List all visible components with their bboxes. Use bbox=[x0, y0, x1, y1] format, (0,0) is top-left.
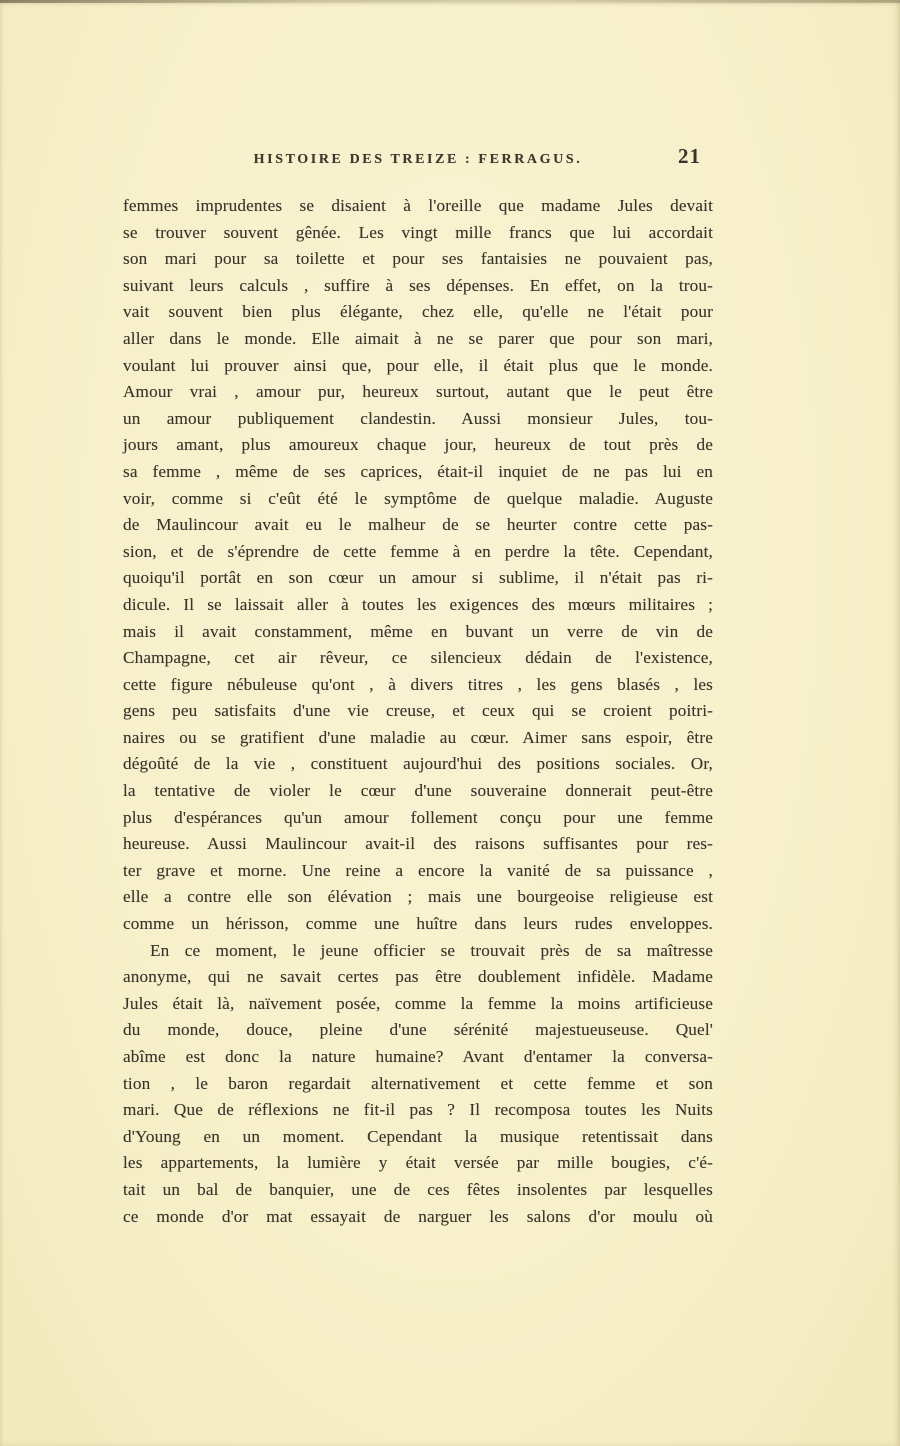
text-line: dicule. Il se laissait aller à toutes les exigences des mœurs militaires ; bbox=[123, 594, 713, 614]
text-line: de Maulincour avait eu le malheur de se heurter contre cette pas- bbox=[123, 515, 713, 535]
text-line: heureuse. Aussi Maulincour avait-il des raisons suffisantes pour res- bbox=[123, 834, 713, 854]
text-line: voir, comme si c'eût été le symptôme de quelque maladie. Auguste bbox=[123, 488, 713, 508]
text-line: du monde, douce, pleine d'une sérénité majestueuseuse. Quel' bbox=[123, 1020, 713, 1040]
text-line: ce monde d'or mat essayait de narguer les salons d'or moulu où bbox=[123, 1206, 713, 1226]
text-line: abîme est donc la nature humaine? Avant d'entamer la conversa- bbox=[123, 1047, 713, 1066]
text-line: jours amant, plus amoureux chaque jour, heureux de tout près de bbox=[123, 435, 713, 455]
text-line: naires ou se gratifient d'une maladie au cœur. Aimer sans espoir, être bbox=[123, 727, 713, 747]
text-line: dégoûté de la vie , constituent aujourd'hui des positions sociales. Or, bbox=[123, 754, 713, 774]
text-line: elle a contre elle son élévation ; mais une bourgeoise religieuse est bbox=[123, 887, 713, 907]
text-line: son mari pour sa toilette et pour ses fantaisies ne pouvaient pas, bbox=[123, 249, 713, 269]
text-line: les appartements, la lumière y était versée par mille bougies, c'é- bbox=[123, 1153, 713, 1173]
text-line: la tentative de violer le cœur d'une souveraine donnerait peut-être bbox=[123, 781, 713, 801]
text-line: ter grave et morne. Une reine a encore la vanité de sa puissance , bbox=[123, 860, 713, 880]
text-line: mari. Que de réflexions ne fit-il pas ? Il recomposa toutes les Nuits bbox=[123, 1100, 713, 1120]
text-line: sion, et de s'éprendre de cette femme à en perdre la tête. Cependant, bbox=[123, 541, 713, 561]
page-header bbox=[123, 144, 713, 168]
text-line: plus d'espérances qu'un amour follement conçu pour une femme bbox=[123, 807, 713, 827]
text-line: mais il avait constamment, même en buvant un verre de vin de bbox=[123, 621, 713, 641]
text-line: Amour vrai , amour pur, heureux surtout, autant que le peut être bbox=[123, 382, 713, 402]
text-line: un amour publiquement clandestin. Aussi monsieur Jules, tou- bbox=[123, 408, 713, 428]
text-line: se trouver souvent gênée. Les vingt mille francs que lui accordait bbox=[123, 222, 713, 242]
text-line: vait souvent bien plus élégante, chez elle, qu'elle ne l'était pour bbox=[123, 302, 713, 322]
text-line: femmes imprudentes se disaient à l'oreille que madame Jules devait bbox=[123, 196, 713, 215]
text-line: cette figure nébuleuse qu'ont , à divers titres , les gens blasés , les bbox=[123, 674, 713, 694]
text-line: En ce moment, le jeune officier se trouvait près de sa maîtresse bbox=[150, 940, 713, 960]
text-line: voulant lui prouver ainsi que, pour elle, il était plus que le monde. bbox=[123, 355, 713, 375]
running-title: HISTOIRE DES TREIZE : FERRAGUS. bbox=[253, 152, 583, 167]
scan-edge-artifact bbox=[0, 0, 900, 3]
body-text bbox=[123, 193, 713, 1230]
text-line: Jules était là, naïvement posée, comme la femme la moins artificieuse bbox=[123, 993, 713, 1013]
text-line: suivant leurs calculs , suffire à ses dépenses. En effet, on la trou- bbox=[123, 275, 713, 295]
text-line: tion , le baron regardait alternativement et cette femme et son bbox=[123, 1073, 713, 1093]
text-line: quoiqu'il portât en son cœur un amour si sublime, il n'était pas ri- bbox=[123, 568, 713, 588]
text-line: aller dans le monde. Elle aimait à ne se parer que pour son mari, bbox=[123, 328, 713, 348]
text-line: comme un hérisson, comme une huître dans leurs rudes enveloppes. bbox=[123, 914, 713, 934]
text-line: sa femme , même de ses caprices, était-il inquiet de ne pas lui en bbox=[123, 461, 713, 481]
page-number: 21 bbox=[678, 144, 701, 168]
text-line: Champagne, cet air rêveur, ce silencieux dédain de l'existence, bbox=[123, 648, 713, 668]
text-line: d'Young en un moment. Cependant la musique retentissait dans bbox=[123, 1126, 713, 1146]
text-line: anonyme, qui ne savait certes pas être doublement infidèle. Madame bbox=[123, 967, 713, 987]
text-line: gens peu satisfaits d'une vie creuse, et ceux qui se croient poitri- bbox=[123, 701, 713, 721]
text-line: tait un bal de banquier, une de ces fêtes insolentes par lesquelles bbox=[123, 1179, 713, 1199]
